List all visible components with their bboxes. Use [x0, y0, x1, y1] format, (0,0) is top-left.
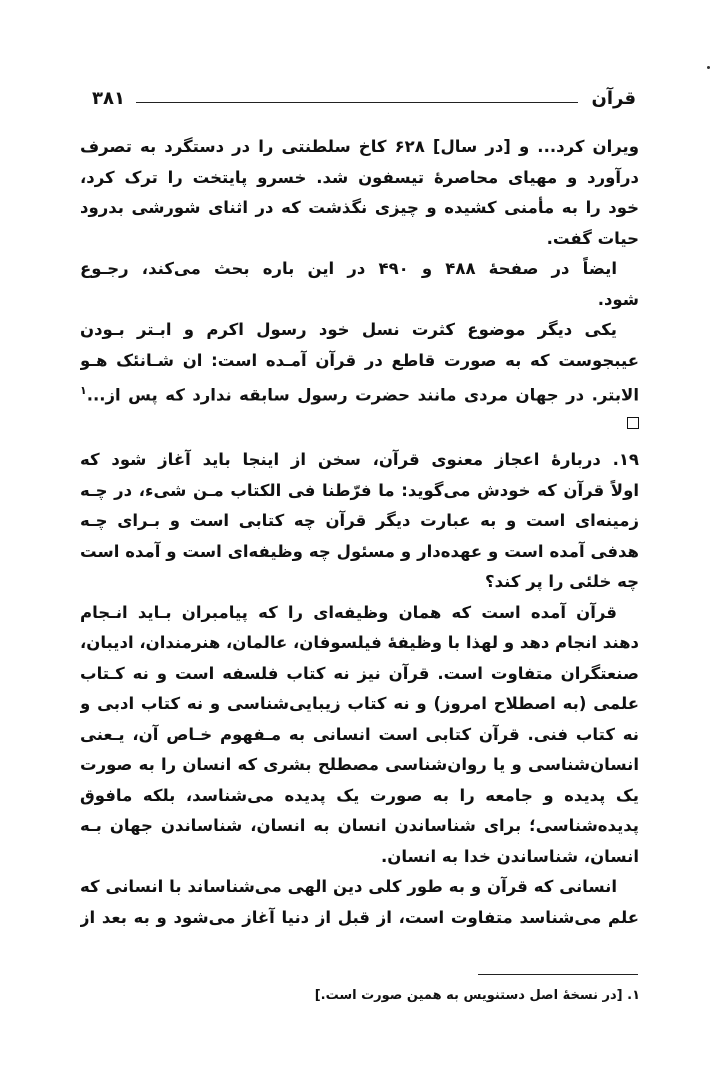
text-line: ویران کرد... و [در سال] ۶۲۸ کاخ سلطنتی را در دستگرد به تصرف — [80, 137, 639, 156]
text-line: نه کتاب فنی. قرآن کتابی است انسانی به مـفهوم خـاص آن، یـعنی — [80, 724, 639, 744]
scan-speck — [707, 66, 710, 69]
page-header — [92, 88, 636, 116]
footnote: ۱. [در نسخهٔ اصل دستنویس به همین صورت است.] — [314, 988, 640, 1003]
footnote-rule — [478, 974, 638, 975]
text-line: یک پدیده و جامعه را به صورت یک پدیده می‌شناسد، بلکه مافوق — [80, 785, 639, 805]
text-line: الابتر. در جهان مردی مانند حضرت رسول سابقه ندارد که پس از... — [86, 385, 639, 405]
body-text — [80, 132, 639, 933]
text-line: انسان‌شناسی و یا روان‌شناسی مصطلح بشری که انسان را به صورت — [80, 755, 639, 774]
text-line: ۱۹. دربارهٔ اعجاز معنوی قرآن، سخن از اینجا باید آغاز شود که — [80, 450, 639, 469]
end-marker-line — [80, 407, 639, 438]
text-line: انسان، شناساندن خدا به انسان. — [380, 846, 639, 866]
text-line: زمینه‌ای است و به عبارت دیگر قرآن چه کتابی است و بـرای چـه — [80, 511, 639, 530]
text-line: علمی (به اصطلاح امروز) و نه کتاب زیبایی‌شناسی و نه کتاب ادبی و — [80, 694, 639, 713]
footnote-mark: ۱ — [80, 384, 87, 397]
text-line: حیات گفت. — [546, 228, 639, 248]
text-line: علم می‌شناسد متفاوت است، از قبل از دنیا آغاز می‌شود و به بعد از — [80, 907, 639, 927]
header-rule — [136, 102, 578, 103]
text-line: هدفی آمده است و عهده‌دار و مسئول چه وظیفه‌ای است و آمده است — [80, 541, 639, 561]
text-line: خود را به مأمنی کشیده و چیزی نگذشت که در اثنای شورشی بدرود — [80, 198, 639, 217]
text-line: صنعتگران متفاوت است. قرآن نیز نه کتاب فلسفه است و نه کـتاب — [80, 663, 639, 683]
end-of-section-box — [627, 417, 639, 429]
text-line: شود. — [597, 289, 639, 309]
text-line: ایضاً در صفحهٔ ۴۸۸ و ۴۹۰ در این باره بحث می‌کند، رجـوع — [80, 259, 617, 278]
text-line: انسانی که قرآن و به طور کلی دین الهی می‌شناساند با انسانی که — [80, 877, 617, 896]
text-line: دهند انجام دهد و لهذا با وظیفهٔ فیلسوفان، عالمان، هنرمندان، ادیبان، — [80, 633, 639, 652]
text-line: یکی دیگر موضوع کثرت نسل خود رسول اکرم و ابـتر بـودن — [80, 320, 617, 339]
page-number: ۳۸۱ — [92, 88, 125, 109]
text-line: چه خلئی را پر کند؟ — [485, 572, 639, 591]
text-line: درآورد و مهیای محاصرهٔ تیسفون شد. خسرو پایتخت را ترک کرد، — [80, 167, 639, 187]
text-line-with-note — [80, 376, 639, 407]
section-gap — [80, 437, 639, 445]
text-line: عیبجوست که به صورت قاطع در قرآن آمـده است: ان شـانئک هـو — [80, 350, 639, 370]
text-line: پدیده‌شناسی؛ برای شناساندن انسان به انسان، شناساندن جهان بـه — [80, 816, 639, 835]
text-line: قرآن آمده است که همان وظیفه‌ای را که پیامبران بـاید انـجام — [80, 602, 617, 622]
running-title: قرآن — [591, 88, 636, 109]
text-line: اولاً قرآن که خودش می‌گوید: ما فرّطنا فی الکتاب مـن شیء، در چـه — [80, 480, 639, 500]
